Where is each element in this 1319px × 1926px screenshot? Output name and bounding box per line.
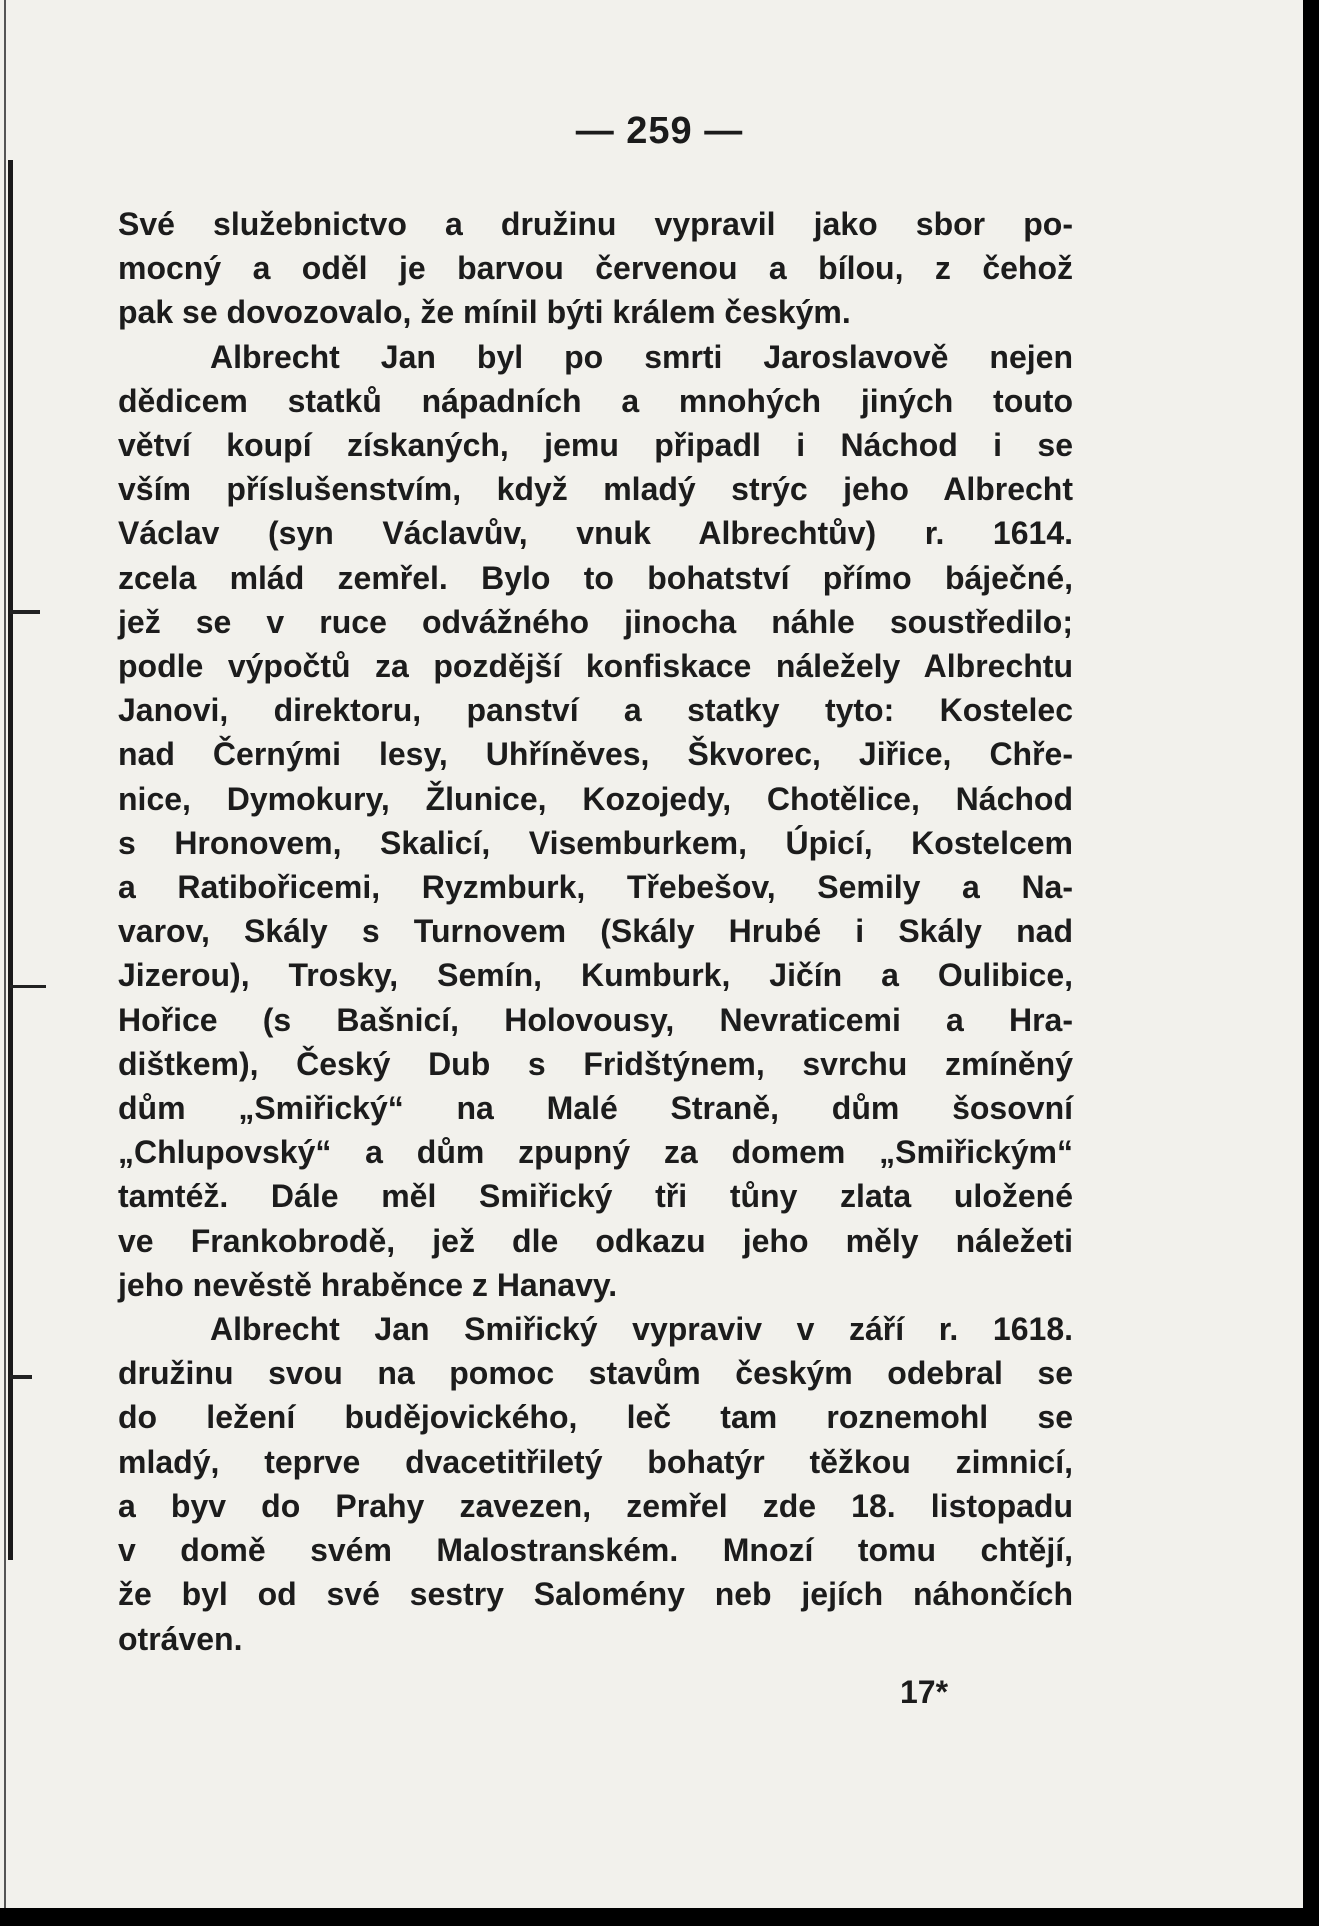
text-line: jeho nevěstě hraběnce z Hanavy. [118, 1266, 618, 1303]
text-line: varov, Skály s Turnovem (Skály Hrubé i Skály nad [118, 913, 1073, 950]
text-line: pak se dovozovalo, že mínil býti králem českým. [118, 294, 851, 331]
text-line: větví koupí získaných, jemu připadl i Náchod i se [118, 427, 1073, 464]
text-line: do ležení budějovického, leč tam roznemohl se [118, 1399, 1073, 1436]
text-line: mocný a oděl je barvou červenou a bílou, z čehož [118, 250, 1073, 287]
text-line: dům „Smiřický“ na Malé Straně, dům šosovní [118, 1090, 1073, 1127]
page-edge [4, 0, 6, 1926]
text-line: Hořice (s Bašnicí, Holovousy, Nevraticemi a Hra- [118, 1001, 1073, 1038]
text-line: podle výpočtů za pozdější konfiskace náležely Albrechtu [118, 648, 1073, 685]
text-line: nad Černými lesy, Uhříněves, Škvorec, Jiřice, Chře- [118, 736, 1073, 773]
binding-edge [8, 160, 13, 1560]
text-line: Albrecht Jan byl po smrti Jaroslavově nejen [210, 338, 1073, 375]
text-line: a Ratibořicemi, Ryzmburk, Třebešov, Semily a Na- [118, 869, 1073, 906]
text-line: že byl od své sestry Salomény neb jejích náhončích [118, 1576, 1073, 1613]
text-line: v domě svém Malostranském. Mnozí tomu chtějí, [118, 1532, 1073, 1569]
text-line: otráven. [118, 1620, 243, 1657]
text-line: družinu svou na pomoc stavům českým odebral se [118, 1355, 1073, 1392]
text-line: „Chlupovský“ a dům zpupný za domem „Smiřickým“ [118, 1134, 1073, 1171]
text-line: vším příslušenstvím, když mladý strýc jeho Albrecht [118, 471, 1073, 508]
text-line: Václav (syn Václavův, vnuk Albrechtův) r. 1614. [118, 515, 1073, 552]
text-line: a byv do Prahy zavezen, zemřel zde 18. listopadu [118, 1487, 1073, 1524]
edge-tick [10, 610, 40, 614]
text-line: s Hronovem, Skalicí, Visemburkem, Úpicí, Kostelcem [118, 824, 1073, 861]
text-line: Janovi, direktoru, panství a statky tyto: Kostelec [118, 692, 1073, 729]
text-line: Albrecht Jan Smiřický vypraviv v září r. 1618. [210, 1311, 1073, 1348]
page-number: — 259 — [575, 110, 744, 152]
text-line: ve Frankobrodě, jež dle odkazu jeho měly náležeti [118, 1222, 1073, 1259]
text-line: dištkem), Český Dub s Fridštýnem, svrchu zmíněný [118, 1045, 1073, 1082]
text-line: nice, Dymokury, Žlunice, Kozojedy, Chotělice, Náchod [118, 780, 1073, 817]
signature-mark: 17* [900, 1674, 949, 1710]
text-line: mladý, teprve dvacetitřiletý bohatýr těžkou zimnicí, [118, 1443, 1073, 1480]
text-line: tamtéž. Dále měl Smiřický tři tůny zlata uložené [118, 1178, 1073, 1215]
text-line: dědicem statků nápadních a mnohých jiných touto [118, 382, 1073, 419]
page-text [118, 202, 1073, 1661]
text-line: Své služebnictvo a družinu vypravil jako sbor po- [118, 206, 1073, 242]
edge-tick [10, 985, 46, 988]
text-line: Jizerou), Trosky, Semín, Kumburk, Jičín a Oulibice, [118, 957, 1073, 994]
text-line: jež se v ruce odvážného jinocha náhle soustředilo; [118, 603, 1073, 640]
text-line: zcela mlád zemřel. Bylo to bohatství přímo báječné, [118, 559, 1073, 596]
edge-tick [10, 1375, 32, 1379]
